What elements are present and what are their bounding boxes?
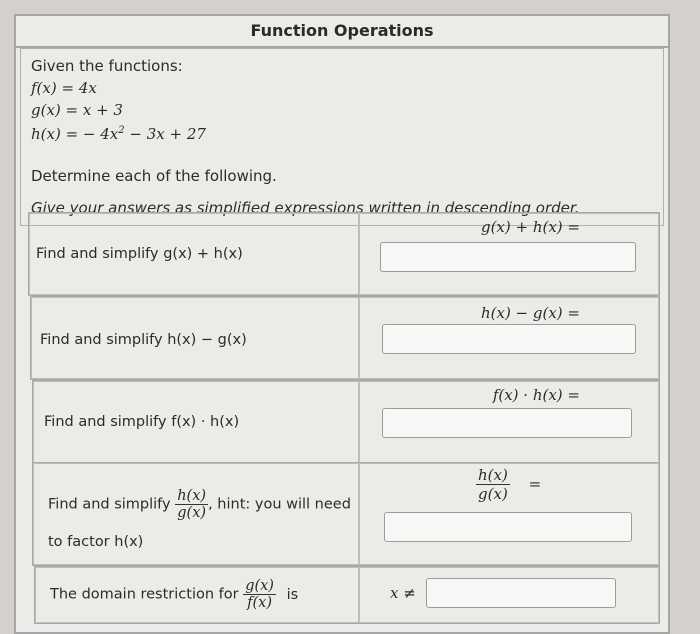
prompt-domain bbox=[50, 578, 298, 611]
answer-cell-product bbox=[359, 381, 659, 463]
prompt-quotient-line2: to factor h(x) bbox=[48, 534, 144, 550]
answer-cell-domain bbox=[359, 567, 659, 623]
prompt-difference: Find and simplify h(x) − g(x) bbox=[40, 332, 247, 348]
answer-input-quotient[interactable] bbox=[384, 512, 632, 542]
domain-prompt-fraction bbox=[243, 578, 276, 611]
answer-input-domain[interactable] bbox=[426, 578, 616, 608]
quotient-prompt-numerator: h(x) bbox=[177, 488, 207, 504]
answer-input-product[interactable] bbox=[382, 408, 632, 438]
instruction-descending: Give your answers as simplified expressions written in descending order. bbox=[31, 199, 580, 217]
question-row-sum bbox=[28, 212, 660, 296]
instruction-determine: Determine each of the following. bbox=[31, 167, 277, 185]
prompt-quotient bbox=[48, 488, 351, 521]
page-title: Function Operations bbox=[16, 16, 668, 48]
domain-prompt-denominator: f(x) bbox=[247, 595, 272, 611]
question-cell-product bbox=[33, 381, 359, 463]
h-definition-pre: h(x) = − 4x bbox=[31, 125, 119, 143]
quotient-label-fraction bbox=[476, 466, 510, 503]
quotient-label-equals: = bbox=[528, 475, 542, 493]
answer-cell-quotient bbox=[359, 463, 659, 565]
prompt-sum: Find and simplify g(x) + h(x) bbox=[36, 246, 243, 262]
label-sum: g(x) + h(x) = bbox=[480, 218, 580, 236]
given-functions-section bbox=[20, 48, 664, 226]
answer-cell-difference bbox=[359, 297, 659, 379]
quotient-label-denominator: g(x) bbox=[478, 485, 508, 503]
question-cell-domain bbox=[35, 567, 359, 623]
function-operations-panel bbox=[14, 14, 670, 634]
prompt-quotient-pre: Find and simplify bbox=[48, 496, 171, 513]
answer-input-sum[interactable] bbox=[380, 242, 636, 272]
h-definition-post: − 3x + 27 bbox=[124, 125, 206, 143]
label-product: f(x) · h(x) = bbox=[492, 386, 580, 404]
prompt-product: Find and simplify f(x) · h(x) bbox=[44, 414, 240, 430]
prompt-domain-pre: The domain restriction for bbox=[50, 586, 239, 603]
quotient-prompt-fraction bbox=[175, 488, 208, 521]
given-intro: Given the functions: bbox=[31, 57, 183, 75]
question-cell-quotient bbox=[33, 463, 359, 565]
label-domain: x ≠ bbox=[390, 584, 416, 602]
h-definition bbox=[31, 125, 206, 143]
answer-cell-sum bbox=[359, 213, 659, 295]
g-definition: g(x) = x + 3 bbox=[31, 101, 123, 119]
label-difference: h(x) − g(x) = bbox=[480, 304, 580, 322]
prompt-domain-post: is bbox=[286, 586, 299, 603]
domain-prompt-numerator: g(x) bbox=[245, 578, 274, 594]
answer-input-difference[interactable] bbox=[382, 324, 636, 354]
quotient-prompt-denominator: g(x) bbox=[177, 505, 207, 521]
question-cell-sum bbox=[29, 213, 359, 295]
prompt-quotient-post: , hint: you will need bbox=[208, 496, 351, 513]
question-row-quotient bbox=[32, 462, 660, 566]
question-row-difference bbox=[30, 296, 660, 380]
f-definition: f(x) = 4x bbox=[31, 79, 97, 97]
question-row-domain bbox=[34, 566, 660, 624]
question-row-product bbox=[32, 380, 660, 464]
question-cell-difference bbox=[31, 297, 359, 379]
h-definition-exponent: 2 bbox=[118, 125, 125, 136]
quotient-label-numerator: h(x) bbox=[478, 466, 508, 484]
label-quotient bbox=[476, 466, 541, 503]
